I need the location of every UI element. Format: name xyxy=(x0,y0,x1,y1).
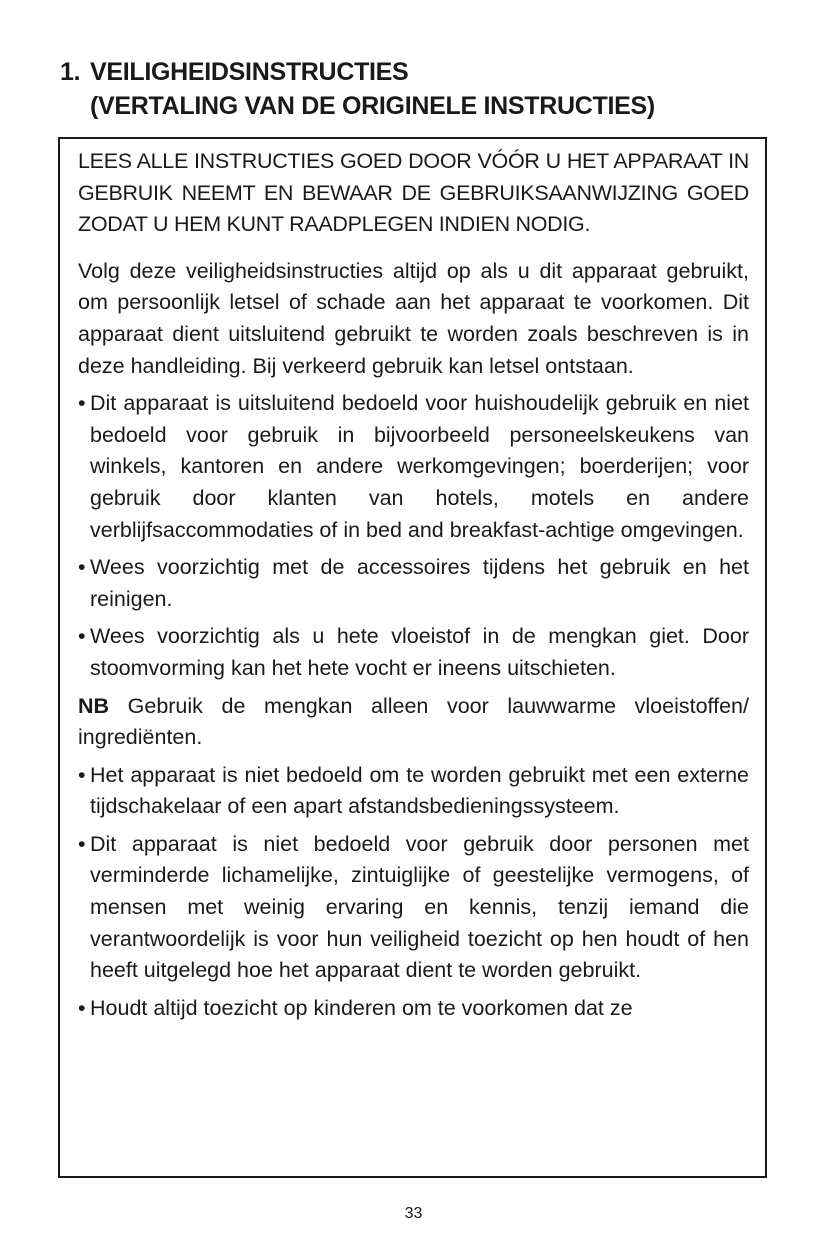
list-item xyxy=(78,993,749,1025)
list-item-text: Dit apparaat is uitsluitend bedoeld voor huishoudelijk gebruik en niet bedoeld voor gebruik in bijvoorbeeld personeelskeukens van winkels, kantoren en andere werkomgevingen; boerderijen; voor gebruik door klanten van hotels, motels en andere verblijfsaccommodaties of in bed and breakfast-achtige omgevingen. xyxy=(90,391,749,542)
list-item-text: Dit apparaat is niet bedoeld voor gebruik door personen met verminderde lichamelijke, zintuiglijke of geestelijke vermogens, of mensen met weinig ervaring en kennis, tenzij iemand die verantwoordelijk is voor hun veiligheid toezicht op hen houdt of hen heeft uitgelegd hoe het apparaat dient te worden gebruikt. xyxy=(90,831,749,983)
section-number: 1. xyxy=(60,58,81,86)
bullet-icon: • xyxy=(78,995,86,1020)
bullet-icon: • xyxy=(78,762,86,787)
section-heading xyxy=(60,55,780,123)
section-subtitle: (VERTALING VAN DE ORIGINELE INSTRUCTIES) xyxy=(90,92,655,120)
list-item-text: Wees voorzichtig met de accessoires tijdens het gebruik en het reinigen. xyxy=(90,555,749,611)
list-item-text: Wees voorzichtig als u hete vloeistof in de mengkan giet. Door stoomvorming kan het hete vocht er ineens uitschieten. xyxy=(90,624,749,680)
safety-instructions-box xyxy=(58,137,767,1178)
bullet-icon: • xyxy=(78,391,86,416)
list-item xyxy=(78,552,749,615)
safety-instructions-content xyxy=(78,146,749,1030)
nb-label: NB xyxy=(78,693,110,718)
read-instructions-notice: LEES ALLE INSTRUCTIES GOED DOOR VÓÓR U HET APPARAAT IN GEBRUIK NEEMT EN BEWAAR DE GEBRUIKSAANWIJZING GOED ZODAT U HEM KUNT RAADPLEGEN INDIEN NODIG. xyxy=(78,149,749,237)
bullet-icon: • xyxy=(78,555,86,580)
bullet-icon: • xyxy=(78,831,86,856)
list-item xyxy=(78,621,749,684)
list-item-text: Houdt altijd toezicht op kinderen om te voorkomen dat ze xyxy=(90,995,633,1020)
bullet-icon: • xyxy=(78,624,86,649)
list-item xyxy=(78,388,749,546)
list-item-text: Het apparaat is niet bedoeld om te worden gebruikt met een externe tijdschakelaar of een apart afstandsbedieningssysteem. xyxy=(90,762,749,819)
nb-note xyxy=(78,691,749,754)
list-item xyxy=(78,760,749,823)
section-title: VEILIGHEIDSINSTRUCTIES xyxy=(90,58,409,86)
list-item xyxy=(78,829,749,987)
page-number: 33 xyxy=(404,1205,423,1222)
nb-text: Gebruik de mengkan alleen voor lauwwarme vloeistoffen/ ingrediënten. xyxy=(78,693,749,750)
intro-paragraph: Volg deze veiligheidsinstructies altijd op als u dit apparaat gebruikt, om persoonlijk letsel of schade aan het apparaat te voorkomen. Dit apparaat dient uitsluitend gebruikt te worden zoals beschreven is in deze handleiding. Bij verkeerd gebruik kan letsel ontstaan. xyxy=(78,258,749,378)
